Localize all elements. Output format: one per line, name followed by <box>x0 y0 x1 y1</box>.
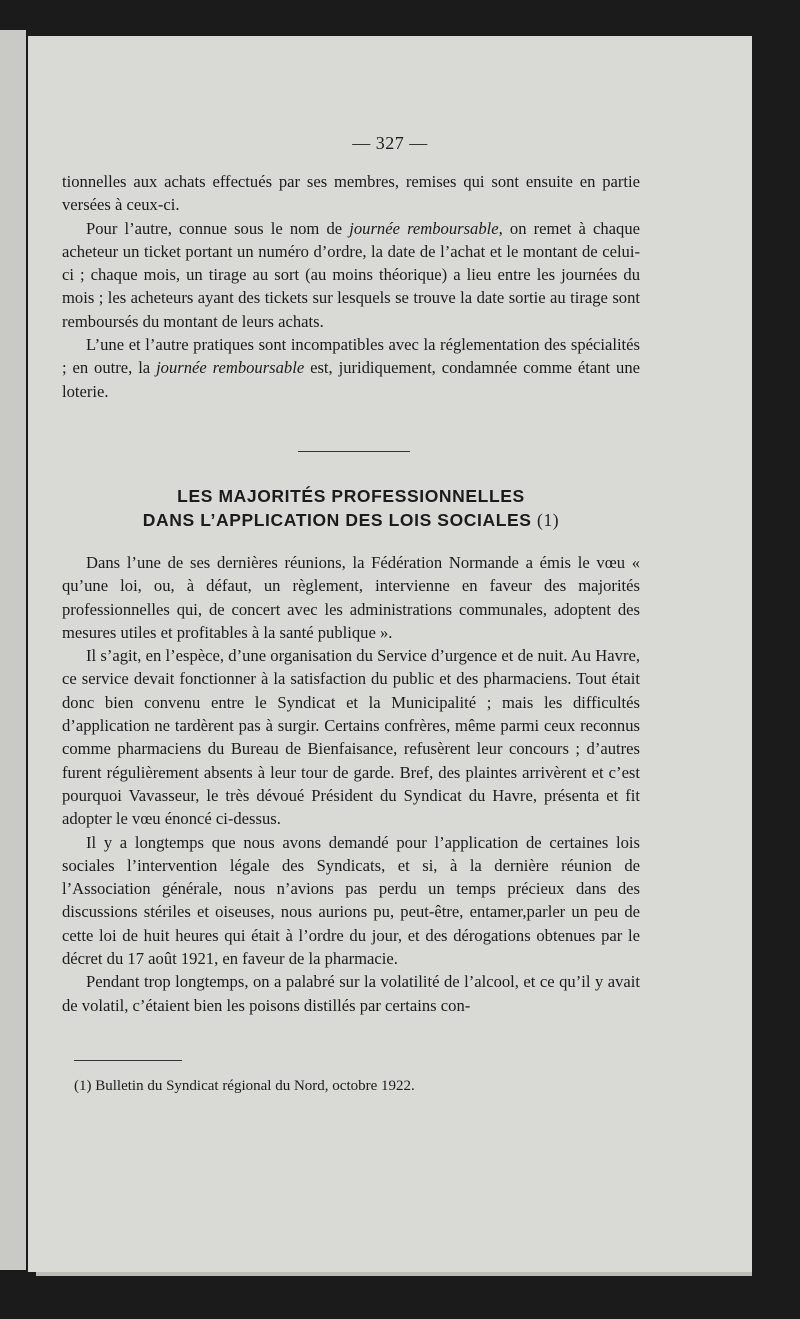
paragraph: Il y a longtemps que nous avons demandé pour l’application de certaines lois sociales l’intervention légale des Syndicats, et si, à la dernière réunion de l’Association générale, nous n’avions pas perdu un temps précieux dans des discussions stériles et oiseuses, nous aurions pu, peut-être, entamer,parler un peu de cette loi de huit heures qui était à l’ordre du jour, et des dérogations obtenues par le décret du 17 août 1921, en faveur de la pharmacie. <box>62 832 640 969</box>
paragraph: Dans l’une de ses dernières réunions, la Fédération Normande a émis le vœu « qu’une loi, ou, à défaut, un règlement, intervienne en faveur des majorités professionnelles qui, de concert avec les administrations communales, adoptent des mesures utiles et profitables à la santé publique ». <box>62 553 640 642</box>
footnote-reference: (1) <box>537 510 560 530</box>
document-page <box>28 36 752 1272</box>
section-heading <box>62 484 640 532</box>
page-number: — 327 — <box>352 133 428 153</box>
paragraph: Pendant trop longtemps, on a palabré sur la volatilité de l’alcool, et ce qu’il y avait de volatil, c’étaient bien les poisons distillés par certains con- <box>62 972 640 1015</box>
heading-line-1: LES MAJORITÉS PROFESSIONNELLES <box>177 486 525 506</box>
heading-line-2: DANS L’APPLICATION DES LOIS SOCIALES (1) <box>142 510 560 530</box>
paragraph: tionnelles aux achats effectués par ses membres, remises qui sont ensuite en partie versées à ceux-ci. <box>62 172 640 215</box>
footnote: (1) Bulletin du Syndicat régional du Nord, octobre 1922. <box>74 1078 415 1094</box>
footnote-divider <box>74 1060 182 1061</box>
left-page-edge <box>0 30 26 1270</box>
emphasis: journée remboursable <box>349 218 499 238</box>
paragraph: Pour l’autre, connue sous le nom de journée remboursable, on remet à chaque acheteur un ticket portant un numéro d’ordre, la date de l’achat et le montant de celui-ci ; chaque mois, un tirage au sort (au moins théorique) a lieu entre les journées du mois ; les acheteurs ayant des tickets sur lesquels se trouve la date sortie au tirage sont remboursés du montant de leurs achats. <box>62 218 641 331</box>
section-divider <box>298 451 410 452</box>
paragraph: L’une et l’autre pratiques sont incompatibles avec la réglementation des spécialités ; en outre, la journée remboursable est, juridiquement, condamnée comme étant une loterie. <box>62 335 640 401</box>
body-text-block <box>62 551 640 1017</box>
top-text-block <box>62 170 640 403</box>
paragraph: Il s’agit, en l’espèce, d’une organisation du Service d’urgence et de nuit. Au Havre, ce service devait fonctionner à la satisfaction du public et des pharmaciens. Tout était donc bien convenu entre le Syndicat et la Municipalité ; mais les difficultés d’application ne tardèrent pas à surgir. Certains confrères, même parmi ceux reconnus comme pharmaciens du Bureau de Bienfaisance, refusèrent leur concours ; d’autres furent régulièrement absents à leur tour de garde. Bref, des plaintes arrivèrent et c’est pourquoi Vavasseur, le très dévoué Président du Syndicat du Havre, présenta et fit adopter le vœu énoncé ci-dessus. <box>62 646 640 829</box>
emphasis: journée remboursable <box>156 358 305 378</box>
